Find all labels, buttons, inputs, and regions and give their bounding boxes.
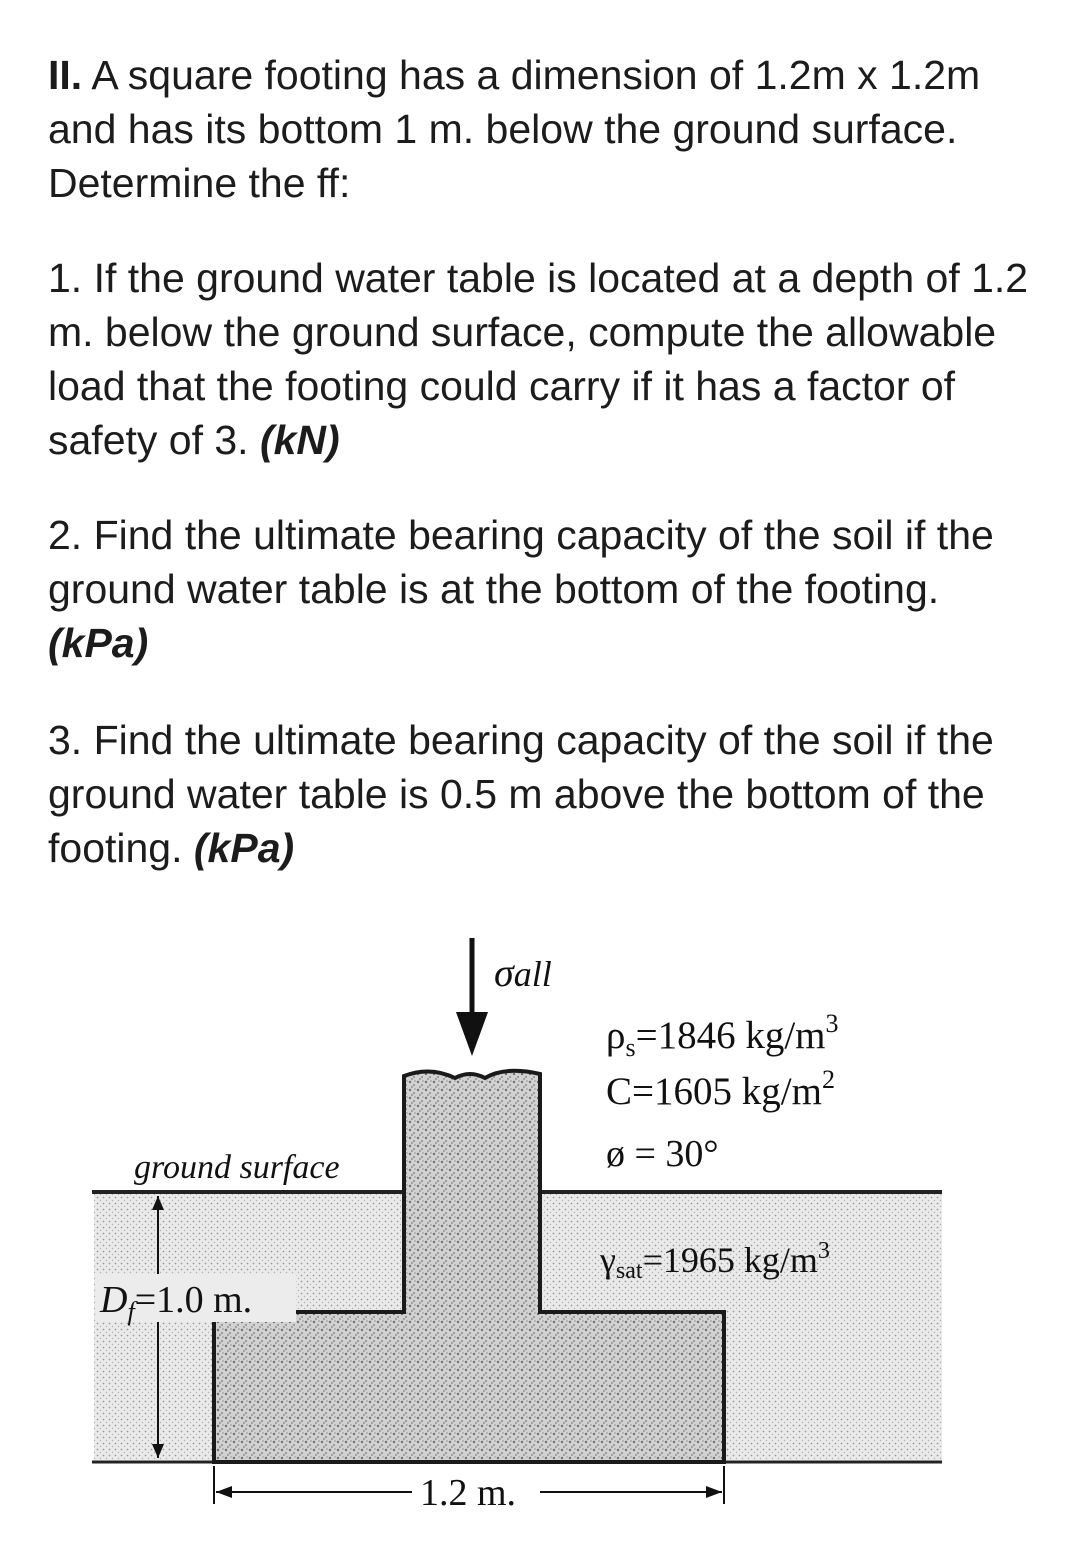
df-subscript: f [127,1297,135,1326]
density-label [606,1009,839,1062]
width-label: 1.2 m. [420,1472,517,1514]
problem-statement: A square footing has a dimension of 1.2m x 1.2m and has its bottom 1 m. below the ground surface. Determine the ff: [48,52,981,206]
question-3 [48,713,1048,875]
load-label [494,950,552,995]
gamma-subscript: sat [615,1258,643,1284]
question-2 [48,508,1048,670]
question-2-text: 2. Find the ultimate bearing capacity of the soil if the ground water table is at the bottom of the footing. [48,512,994,612]
question-3-unit: (kPa) [193,825,295,871]
problem-intro [48,48,1048,210]
sigma-subscript: all [513,954,552,994]
rho-symbol: ρ [606,1014,626,1057]
df-value: =1.0 m. [134,1279,253,1321]
rho-exponent: 3 [825,1009,839,1038]
question-3-text: 3. Find the ultimate bearing capacity of the soil if the ground water table is 0.5 m above the bottom of the footing. [48,717,994,871]
df-label [99,1279,252,1326]
width-arrow-right [706,1486,722,1498]
footing-diagram [0,920,1080,1564]
width-arrow-left [216,1486,232,1498]
question-1 [48,251,1048,467]
sigma-symbol: σ [494,950,514,995]
rho-value: =1846 kg/m [635,1014,826,1057]
df-symbol: D [100,1279,128,1321]
ground-surface-label: ground surface [134,1149,340,1186]
question-1-unit: (kN) [259,417,340,463]
friction-angle-label: ø = 30° [606,1133,719,1175]
question-2-unit: (kPa) [48,620,149,666]
cohesion-value: C=1605 kg/m [606,1070,822,1113]
gamma-value: =1965 kg/m [642,1240,818,1280]
cohesion-label [606,1065,835,1113]
gamma-exponent: 3 [817,1238,830,1264]
question-1-text: 1. If the ground water table is located at a depth of 1.2 m. below the ground surface, compute the allowable load that the footing could carry if it has a factor of safety of 3. [48,255,1029,463]
load-arrow-head [456,1012,488,1056]
rho-subscript: s [625,1033,636,1062]
problem-number: II. [48,52,83,98]
cohesion-exponent: 2 [821,1065,835,1094]
gamma-symbol: γ [600,1240,616,1280]
